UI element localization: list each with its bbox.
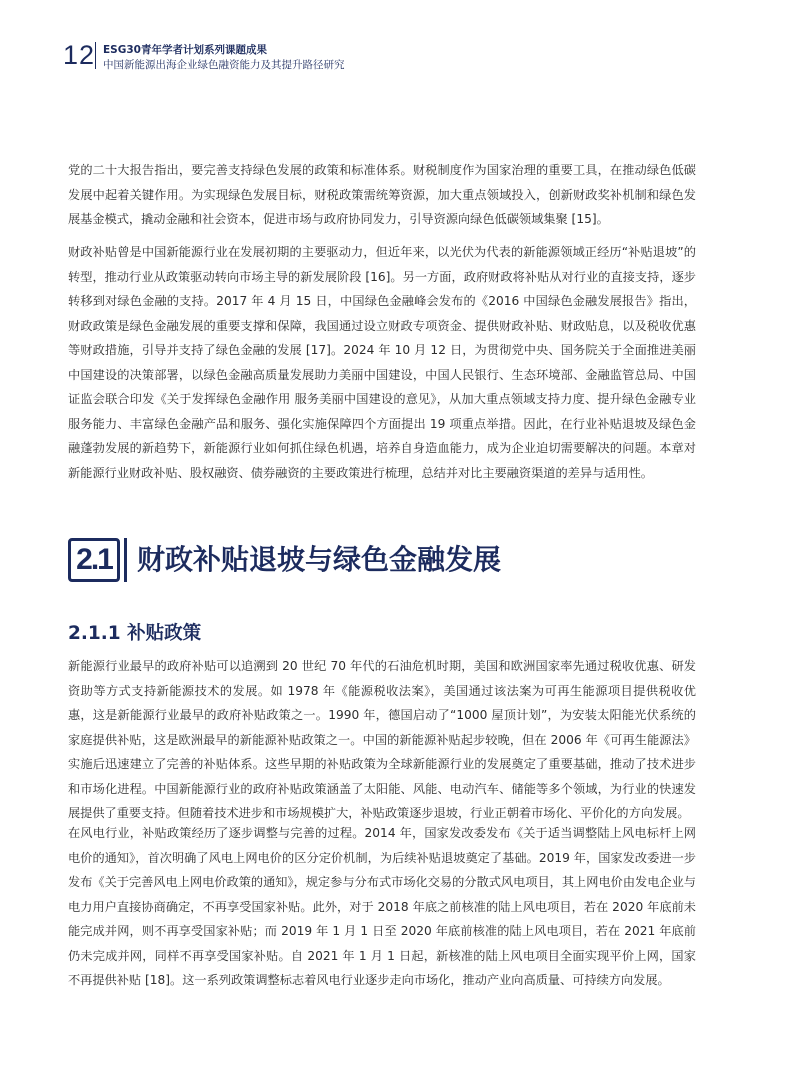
section-number: 2.1 <box>76 543 112 576</box>
section-title: 财政补贴退坡与绿色金融发展 <box>137 543 502 576</box>
body-paragraph: 财政补贴曾是中国新能源行业在发展初期的主要驱动力，但近年来，以光伏为代表的新能源领域正经历“补贴退坡”的转型，推动行业从政策驱动转向市场主导的新发展阶段 [16]。另一方面，政府财政将补贴从对行业的直接支持，逐步转移到对绿色金融的支持。2017 年 4 月 15 日，中国绿色金融峰会发布的《2016 中国绿色金融发展报告》指出，财政政策是绿色金融发展的重要支撑和保障，我国通过设立财政专项资金、提供财政补贴、财政贴息，以及税收优惠等财政措施，引导并支持了绿色金融的发展 [17]。2024 年 10 月 12 日，为贯彻党中央、国务院关于全面推进美丽中国建设的决策部署，以绿色金融高质量发展助力美丽中国建设，中国人民银行、生态环境部、金融监管总局、中国证监会联合印发《关于发挥绿色金融作用 服务美丽中国建设的意见》，从加大重点领域支持力度、提升绿色金融专业服务能力、丰富绿色金融产品和服务、强化实施保障四个方面提出 19 项重点举措。因此，在行业补贴退坡及绿色金融蓬勃发展的新趋势下，新能源行业如何抓住绿色机遇，培养自身造血能力，成为企业迫切需要解决的问题。本章对新能源行业财政补贴、股权融资、债券融资的主要政策进行梳理，总结并对比主要融资渠道的差异与适用性。 <box>68 245 696 480</box>
body-paragraph: 在风电行业，补贴政策经历了逐步调整与完善的过程。2014 年，国家发改委发布《关于适当调整陆上风电标杆上网电价的通知》，首次明确了风电上网电价的区分定价机制，为后续补贴退坡奠定了基础。2019 年，国家发改委进一步发布《关于完善风电上网电价政策的通知》，规定参与分布式市场化交易的分散式风电项目，其上网电价由发电企业与电力用户直接协商确定，不再享受国家补贴。此外，对于 2018 年底之前核准的陆上风电项目，若在 2020 年底前未能完成并网，则不再享受国家补贴；而 2019 年 1 月 1 日至 2020 年底前核准的陆上风电项目，若在 2021 年底前仍未完成并网，同样不再享受国家补贴。自 2021 年 1 月 1 日起，新核准的陆上风电项目全面实现平价上网，国家不再提供补贴 [18]。这一系列政策调整标志着风电行业逐步走向市场化，推动产业向高质量、可持续方向发展。 <box>68 826 696 987</box>
report-title: 中国新能源出海企业绿色融资能力及其提升路径研究 <box>103 59 345 71</box>
series-title: ESG30青年学者计划系列课题成果 <box>103 44 267 56</box>
page-number: 12 <box>63 40 96 70</box>
body-paragraph: 党的二十大报告指出，要完善支持绿色发展的政策和标准体系。财税制度作为国家治理的重要工具，在推动绿色低碳发展中起着关键作用。为实现绿色发展目标，财税政策需统筹资源，加大重点领域投入，创新财政奖补机制和绿色发展基金模式，撬动金融和社会资本，促进市场与政府协同发力，引导资源向绿色低碳领域集聚 [15]。 <box>68 163 696 226</box>
subsection-title: 2.1.1 补贴政策 <box>68 623 202 644</box>
page-header <box>63 40 763 72</box>
section-divider <box>124 538 127 582</box>
header-divider <box>95 42 96 69</box>
body-paragraph: 新能源行业最早的政府补贴可以追溯到 20 世纪 70 年代的石油危机时期，美国和欧洲国家率先通过税收优惠、研发资助等方式支持新能源技术的发展。如 1978 年《能源税收法案》，美国通过该法案为可再生能源项目提供税收优惠，这是新能源行业最早的政府补贴政策之一。1990 年，德国启动了“1000 屋顶计划”，为安装太阳能光伏系统的家庭提供补贴，这是欧洲最早的新能源补贴政策之一。中国的新能源补贴起步较晚，但在 2006 年《可再生能源法》实施后迅速建立了完善的补贴体系。这些早期的补贴政策为全球新能源行业的发展奠定了重要基础，推动了技术进步和市场化进程。中国新能源行业的政府补贴政策涵盖了太阳能、风能、电动汽车、储能等多个领域，为行业的快速发展提供了重要支持。但随着技术进步和市场规模扩大，补贴政策逐步退坡，行业正朝着市场化、平价化的方向发展。 <box>68 659 696 820</box>
section-number-box <box>68 538 120 582</box>
